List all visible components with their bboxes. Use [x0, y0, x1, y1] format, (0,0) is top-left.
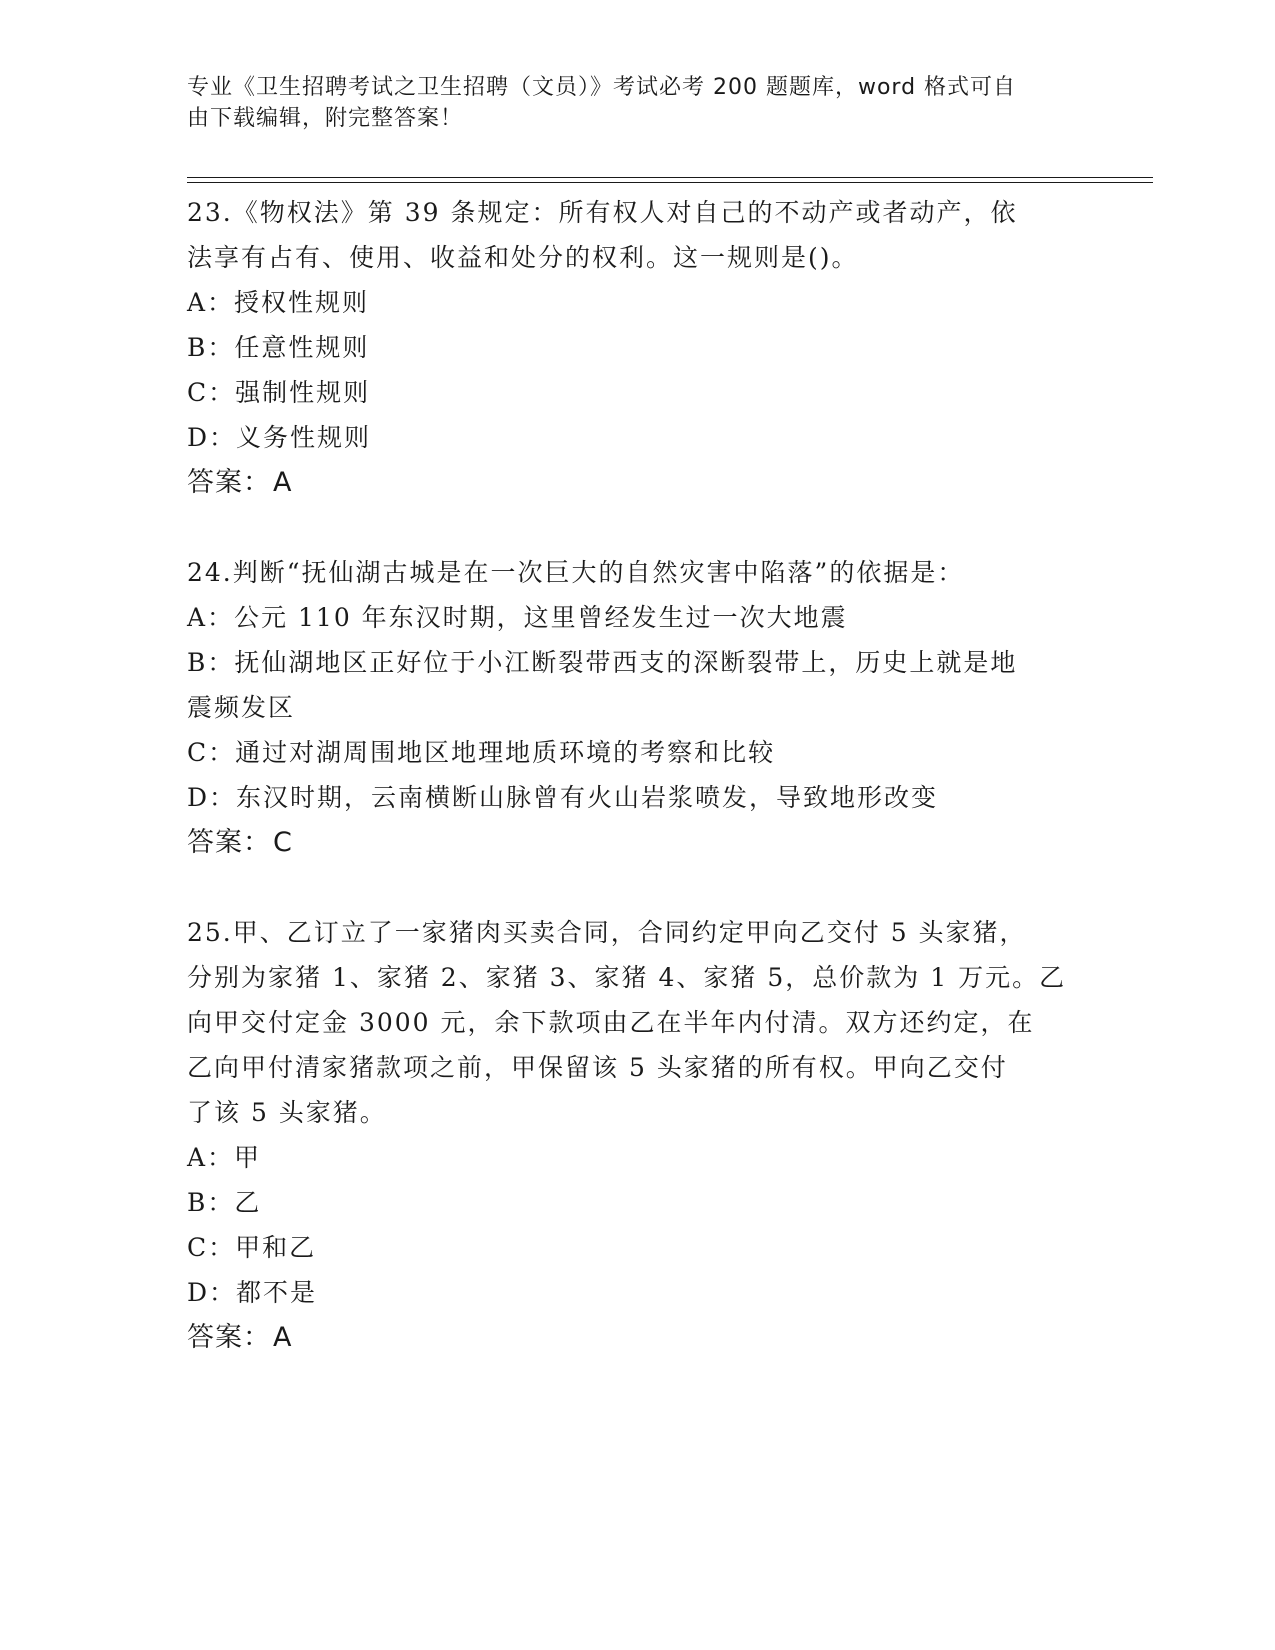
- question-list: [187, 190, 1077, 1405]
- question-24: [187, 550, 1077, 865]
- option-b: B：乙: [187, 1188, 262, 1217]
- answer-label: 答案：: [187, 1322, 271, 1353]
- option-a: A：公元 110 年东汉时期，这里曾经发生过一次大地震: [187, 603, 848, 632]
- question-stem-line: 分别为家猪 1、家猪 2、家猪 3、家猪 4、家猪 5，总价款为 1 万元。乙: [187, 963, 1067, 992]
- option-d: D：东汉时期，云南横断山脉曾有火山岩浆喷发，导致地形改变: [187, 783, 939, 812]
- answer-line: [187, 820, 1077, 865]
- document-header: [187, 72, 1067, 134]
- option-a: A：甲: [187, 1143, 262, 1172]
- header-line-2: 由下载编辑，附完整答案！: [187, 106, 464, 131]
- header-divider-bottom: [187, 182, 1153, 183]
- answer-value: A: [273, 467, 293, 498]
- option-a: A：授权性规则: [187, 288, 370, 317]
- answer-value: A: [273, 1322, 293, 1353]
- question-stem-line: 25.甲、乙订立了一家猪肉买卖合同，合同约定甲向乙交付 5 头家猪，: [187, 918, 1027, 947]
- question-stem-line: 法享有占有、使用、收益和处分的权利。这一规则是()。: [187, 243, 859, 272]
- question-stem-line: 了该 5 头家猪。: [187, 1098, 387, 1127]
- question-stem-line: 向甲交付定金 3000 元，余下款项由乙在半年内付清。双方还约定，在: [187, 1008, 1035, 1037]
- option-d: D：义务性规则: [187, 423, 372, 452]
- option-c: C：强制性规则: [187, 378, 371, 407]
- question-23: [187, 190, 1077, 505]
- answer-line: [187, 460, 1077, 505]
- question-stem-line: 乙向甲付清家猪款项之前，甲保留该 5 头家猪的所有权。甲向乙交付: [187, 1053, 1008, 1082]
- option-d: D：都不是: [187, 1278, 318, 1307]
- answer-line: [187, 1315, 1077, 1360]
- option-c: C：甲和乙: [187, 1233, 317, 1262]
- option-c: C：通过对湖周围地区地理地质环境的考察和比较: [187, 738, 776, 767]
- option-b: B：抚仙湖地区正好位于小江断裂带西支的深断裂带上，历史上就是地: [187, 648, 1018, 677]
- question-stem-line: 23.《物权法》第 39 条规定：所有权人对自己的不动产或者动产，依: [187, 198, 1018, 227]
- answer-label: 答案：: [187, 827, 271, 858]
- question-stem-line: 24.判断“抚仙湖古城是在一次巨大的自然灾害中陷落”的依据是：: [187, 558, 965, 587]
- header-line-1: 专业《卫生招聘考试之卫生招聘（文员）》考试必考 200 题题库，word 格式可自: [187, 75, 1017, 100]
- option-b: B：任意性规则: [187, 333, 370, 362]
- question-25: [187, 910, 1077, 1360]
- answer-value: C: [273, 827, 293, 858]
- header-divider-top: [187, 177, 1153, 178]
- answer-label: 答案：: [187, 467, 271, 498]
- option-b-continued: 震频发区: [187, 693, 296, 722]
